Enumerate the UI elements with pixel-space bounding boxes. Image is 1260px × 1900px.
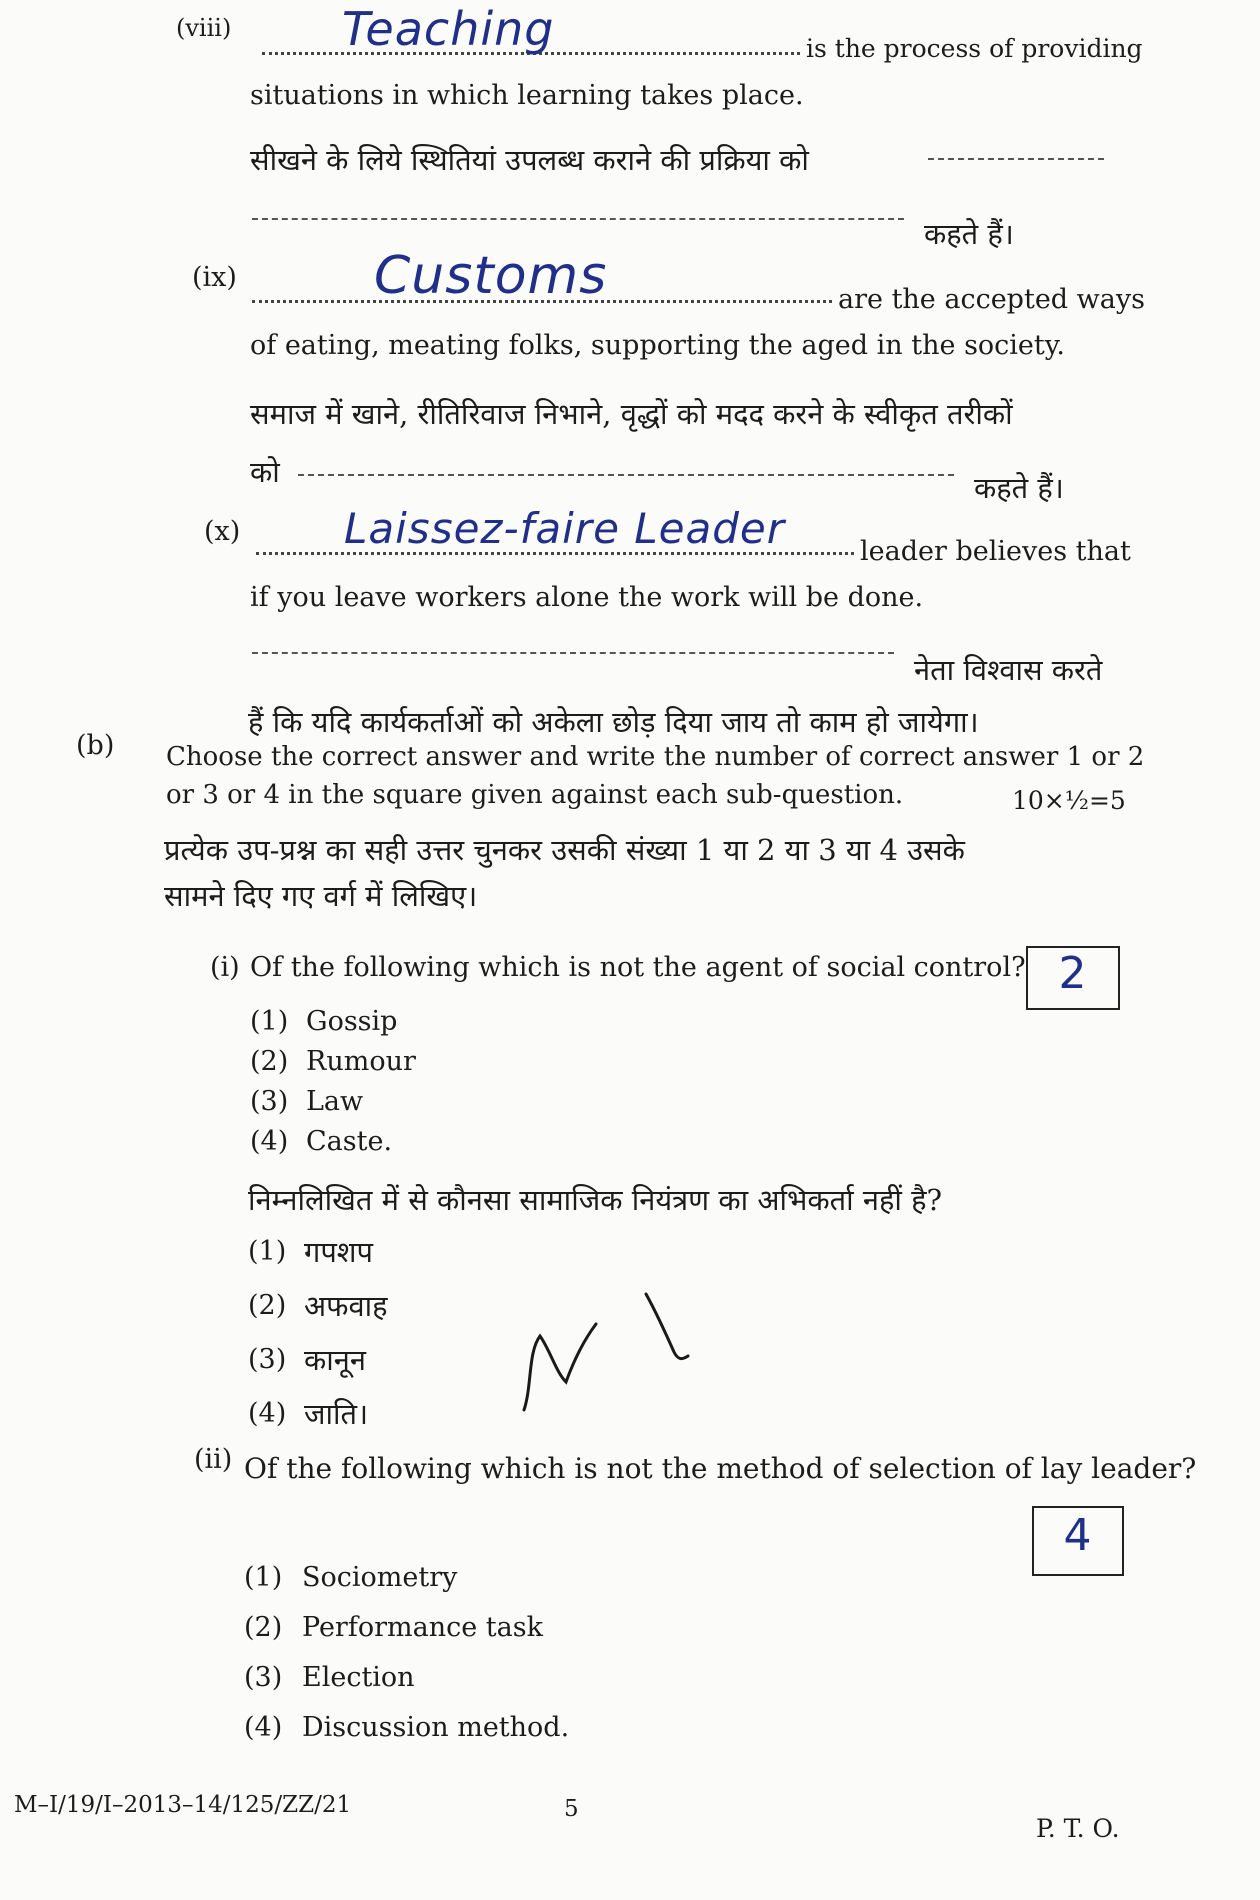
- option-num: (3): [250, 1086, 289, 1117]
- question-text-x-tail: leader believes that: [860, 536, 1131, 567]
- hindi-text-x-end: नेता विश्वास करते: [914, 653, 1103, 687]
- hindi-text-viii-line1: सीखने के लिये स्थितियां उपलब्ध कराने की प्रक्रिया को: [250, 143, 809, 177]
- handwritten-answer-x: Laissez-faire Leader: [344, 504, 786, 553]
- hindi-text-x-line2: हैं कि यदि कार्यकर्ताओं को अकेला छोड़ दिया जाय तो काम हो जायेगा।: [248, 705, 979, 739]
- option-text-hindi: अफवाह: [304, 1289, 388, 1323]
- option-num: (4): [244, 1712, 283, 1743]
- mcq-question-ii: Of the following which is not the method of selection of lay leader?: [244, 1452, 1197, 1485]
- option-num: (2): [244, 1612, 283, 1643]
- option-num: (3): [248, 1344, 287, 1375]
- option-num: (4): [250, 1126, 289, 1157]
- option-text: Law: [306, 1086, 364, 1117]
- hindi-text-viii-end: कहते हैं।: [924, 217, 1014, 251]
- option-text-hindi: जाति।: [304, 1397, 369, 1431]
- section-label-b: (b): [76, 730, 115, 761]
- question-text-ix-line2: of eating, meating folks, supporting the aged in the society.: [250, 330, 1066, 361]
- hindi-blank-x: [252, 652, 894, 654]
- question-text-x-line2: if you leave workers alone the work will be done.: [250, 582, 924, 613]
- handwritten-answer-box-ii: 4: [1063, 1510, 1093, 1561]
- question-number-viii: (viii): [176, 14, 232, 42]
- option-text: Performance task: [302, 1612, 543, 1643]
- hindi-text-ix-start: को: [250, 455, 280, 489]
- answer-box-ii[interactable]: [1032, 1506, 1124, 1576]
- mcq-question-i: Of the following which is not the agent of social control?: [250, 952, 1026, 983]
- mcq-number-i: (i): [210, 952, 240, 983]
- question-text-ix-tail: are the accepted ways: [838, 284, 1145, 315]
- hindi-blank-viii-a: [928, 158, 1104, 160]
- paper-code: M–I/19/I–2013–14/125/ZZ/21: [14, 1792, 352, 1818]
- hindi-blank-viii-b: [252, 218, 904, 220]
- mcq-number-ii: (ii): [194, 1444, 233, 1475]
- option-text-hindi: गपशप: [304, 1235, 373, 1269]
- option-text-hindi: कानून: [304, 1343, 366, 1377]
- pto-label: P. T. O.: [1036, 1814, 1120, 1843]
- answer-box-i[interactable]: [1026, 946, 1120, 1010]
- option-text: Caste.: [306, 1126, 393, 1157]
- page-number: 5: [564, 1796, 579, 1822]
- option-num: (4): [248, 1398, 287, 1429]
- marks-label: 10×½=5: [1012, 786, 1126, 815]
- option-num: (1): [244, 1562, 283, 1593]
- handwritten-answer-ix: Customs: [374, 246, 608, 306]
- option-text: Gossip: [306, 1006, 398, 1037]
- option-text: Rumour: [306, 1046, 416, 1077]
- option-text: Discussion method.: [302, 1712, 570, 1743]
- question-text-viii-line2: situations in which learning takes place.: [250, 80, 804, 111]
- question-number-ix: (ix): [192, 262, 237, 293]
- option-text: Election: [302, 1662, 415, 1693]
- option-num: (2): [250, 1046, 289, 1077]
- question-number-x: (x): [204, 516, 241, 547]
- instruction-hi-line2: सामने दिए गए वर्ग में लिखिए।: [164, 879, 478, 913]
- instruction-en-line1: Choose the correct answer and write the number of correct answer 1 or 2: [166, 742, 1145, 772]
- option-text: Sociometry: [302, 1562, 458, 1593]
- option-num: (3): [244, 1662, 283, 1693]
- handwritten-answer-viii: Teaching: [342, 2, 555, 56]
- mcq-question-i-hindi: निम्नलिखित में से कौनसा सामाजिक नियंत्रण का अभिकर्ता नहीं है?: [248, 1183, 943, 1217]
- option-num: (2): [248, 1290, 287, 1321]
- instruction-en-line2: or 3 or 4 in the square given against each sub-question.: [166, 780, 904, 810]
- option-num: (1): [250, 1006, 289, 1037]
- handwritten-answer-box-i: 2: [1058, 948, 1088, 999]
- pen-scribble-marks: [510, 1290, 710, 1420]
- instruction-hi-line1: प्रत्येक उप-प्रश्न का सही उत्तर चुनकर उसकी संख्या 1 या 2 या 3 या 4 उसके: [164, 833, 965, 867]
- question-text-viii-tail: is the process of providing: [806, 34, 1143, 63]
- hindi-text-ix-line1: समाज में खाने, रीतिरिवाज निभाने, वृद्धों को मदद करने के स्वीकृत तरीकों: [250, 397, 1013, 431]
- hindi-blank-ix: [298, 474, 954, 476]
- option-num: (1): [248, 1236, 287, 1267]
- hindi-text-ix-end: कहते हैं।: [974, 471, 1064, 505]
